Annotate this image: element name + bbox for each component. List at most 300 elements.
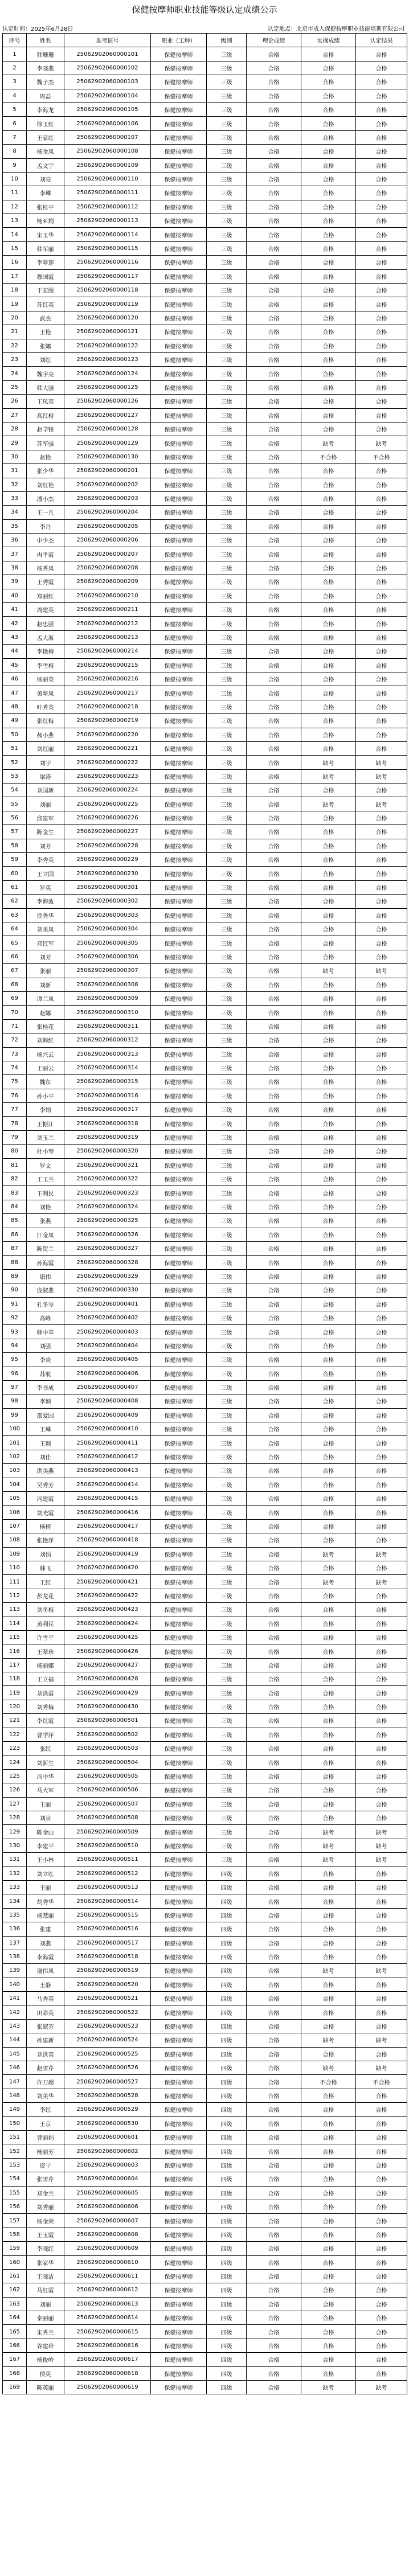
cell-practical: 合格 xyxy=(301,908,356,922)
cell-name: 申少杰 xyxy=(27,534,64,547)
cell-theory: 合格 xyxy=(247,1436,301,1450)
cell-index: 129 xyxy=(3,1825,27,1839)
cell-name: 冯建霞 xyxy=(27,1492,64,1506)
cell-name: 杨金荣 xyxy=(27,2214,64,2228)
meta-line xyxy=(2,24,407,33)
cell-level: 三级 xyxy=(207,519,247,533)
cell-practical: 合格 xyxy=(301,2005,356,2019)
cell-practical: 合格 xyxy=(301,1755,356,1769)
cell-name: 郝小燕 xyxy=(27,728,64,741)
cell-name: 刘红艳 xyxy=(27,478,64,491)
cell-result: 不合格 xyxy=(356,450,407,463)
cell-level: 四级 xyxy=(207,2033,247,2047)
cell-level: 三级 xyxy=(207,367,247,380)
cell-level: 三级 xyxy=(207,284,247,297)
cell-name: 彭龙花 xyxy=(27,1589,64,1602)
cell-level: 三级 xyxy=(207,130,247,144)
cell-practical: 合格 xyxy=(301,1686,356,1700)
cell-level: 三级 xyxy=(207,672,247,686)
cell-result: 合格 xyxy=(356,519,407,533)
cell-theory: 合格 xyxy=(247,2269,301,2283)
cell-index: 5 xyxy=(3,102,27,116)
cell-theory: 合格 xyxy=(247,2047,301,2061)
cell-practical: 缺考 xyxy=(301,2061,356,2075)
cell-occupation: 保健按摩师 xyxy=(151,1992,207,2005)
cell-occupation: 保健按摩师 xyxy=(151,2144,207,2158)
cell-occupation: 保健按摩师 xyxy=(151,2269,207,2283)
cell-occupation: 保健按摩师 xyxy=(151,839,207,852)
cell-occupation: 保健按摩师 xyxy=(151,811,207,825)
cell-index: 49 xyxy=(3,714,27,728)
cell-occupation: 保健按摩师 xyxy=(151,1061,207,1074)
cell-practical: 合格 xyxy=(301,575,356,589)
cell-level: 三级 xyxy=(207,1047,247,1061)
cell-result: 合格 xyxy=(356,1464,407,1478)
cell-result: 合格 xyxy=(356,1644,407,1658)
cell-index: 76 xyxy=(3,1089,27,1102)
cell-level: 四级 xyxy=(207,2381,247,2394)
cell-level: 四级 xyxy=(207,1908,247,1922)
cell-occupation: 保健按摩师 xyxy=(151,1145,207,1158)
cell-theory: 合格 xyxy=(247,1936,301,1950)
cell-theory: 合格 xyxy=(247,672,301,686)
cell-ticket: 25062902060000117 xyxy=(64,269,151,283)
cell-result: 合格 xyxy=(356,880,407,894)
cell-index: 158 xyxy=(3,2228,27,2241)
cell-result: 合格 xyxy=(356,895,407,908)
table-row xyxy=(3,672,407,686)
cell-index: 9 xyxy=(3,158,27,172)
cell-practical: 合格 xyxy=(301,1950,356,1963)
table-row xyxy=(3,603,407,617)
cell-level: 三级 xyxy=(207,1672,247,1686)
cell-name: 刘红丽 xyxy=(27,741,64,755)
cell-level: 四级 xyxy=(207,2242,247,2255)
cell-theory: 合格 xyxy=(247,1742,301,1755)
cell-index: 87 xyxy=(3,1241,27,1255)
cell-result: 合格 xyxy=(356,2242,407,2255)
cell-ticket: 25062902060000504 xyxy=(64,1755,151,1769)
cell-ticket: 25062902060000616 xyxy=(64,2339,151,2352)
cell-index: 103 xyxy=(3,1464,27,1478)
cell-practical: 合格 xyxy=(301,1033,356,1047)
cell-name: 侯英 xyxy=(27,2366,64,2380)
cell-occupation: 保健按摩师 xyxy=(151,1006,207,1019)
cell-level: 三级 xyxy=(207,1478,247,1491)
cell-name: 刘美凤 xyxy=(27,922,64,936)
table-row xyxy=(3,228,407,241)
cell-occupation: 保健按摩师 xyxy=(151,284,207,297)
cell-ticket: 25062902060000314 xyxy=(64,1061,151,1074)
cell-level: 四级 xyxy=(207,2144,247,2158)
cell-practical: 合格 xyxy=(301,1908,356,1922)
cell-ticket: 25062902060000402 xyxy=(64,1311,151,1324)
cell-practical: 合格 xyxy=(301,1408,356,1422)
cell-name: 王振江 xyxy=(27,1117,64,1130)
table-row xyxy=(3,2283,407,2297)
cell-occupation: 保健按摩师 xyxy=(151,797,207,811)
table-row xyxy=(3,1408,407,1422)
table-row xyxy=(3,1228,407,1241)
table-row xyxy=(3,1575,407,1589)
cell-level: 三级 xyxy=(207,1089,247,1102)
table-row xyxy=(3,408,407,422)
cell-practical: 合格 xyxy=(301,478,356,491)
cell-occupation: 保健按摩师 xyxy=(151,214,207,228)
cell-theory: 合格 xyxy=(247,1964,301,1978)
cell-index: 42 xyxy=(3,617,27,630)
table-row xyxy=(3,1547,407,1561)
cell-name: 徐玉红 xyxy=(27,117,64,130)
cell-theory: 合格 xyxy=(247,2381,301,2394)
cell-ticket: 25062902060000512 xyxy=(64,1867,151,1880)
cell-name: 冉平霞 xyxy=(27,547,64,561)
cell-ticket: 25062902060000413 xyxy=(64,1464,151,1478)
cell-name: 李晓燕 xyxy=(27,61,64,75)
cell-index: 139 xyxy=(3,1964,27,1978)
cell-level: 三级 xyxy=(207,506,247,519)
cell-practical: 合格 xyxy=(301,2172,356,2186)
cell-result: 合格 xyxy=(356,686,407,700)
cell-occupation: 保健按摩师 xyxy=(151,2075,207,2089)
cell-practical: 合格 xyxy=(301,75,356,89)
cell-theory: 合格 xyxy=(247,1408,301,1422)
cell-theory: 合格 xyxy=(247,1353,301,1367)
cell-level: 四级 xyxy=(207,2047,247,2061)
table-row xyxy=(3,339,407,352)
cell-ticket: 25062902060000105 xyxy=(64,102,151,116)
cell-index: 37 xyxy=(3,547,27,561)
cell-name: 李艳梅 xyxy=(27,645,64,658)
cell-name: 杜小琴 xyxy=(27,1145,64,1158)
cell-ticket: 25062902060000510 xyxy=(64,1839,151,1852)
cell-theory: 合格 xyxy=(247,436,301,450)
table-row xyxy=(3,2047,407,2061)
cell-result: 合格 xyxy=(356,1922,407,1936)
cell-ticket: 25062902060000527 xyxy=(64,2075,151,2089)
table-row xyxy=(3,186,407,200)
cell-theory: 合格 xyxy=(247,1630,301,1644)
cell-occupation: 保健按摩师 xyxy=(151,2047,207,2061)
cell-theory: 合格 xyxy=(247,1894,301,1908)
cell-level: 三级 xyxy=(207,1186,247,1200)
cell-result: 合格 xyxy=(356,617,407,630)
cell-theory: 合格 xyxy=(247,1214,301,1228)
cell-result: 合格 xyxy=(356,784,407,797)
cell-ticket: 25062902060000610 xyxy=(64,2255,151,2269)
cell-occupation: 保健按摩师 xyxy=(151,2200,207,2213)
cell-ticket: 25062902060000304 xyxy=(64,922,151,936)
cell-theory: 合格 xyxy=(247,75,301,89)
cell-practical: 缺考 xyxy=(301,1964,356,1978)
table-row xyxy=(3,2297,407,2311)
cell-ticket: 25062902060000308 xyxy=(64,978,151,991)
cell-ticket: 25062902060000205 xyxy=(64,519,151,533)
cell-ticket: 25062902060000202 xyxy=(64,478,151,491)
cell-occupation: 保健按摩师 xyxy=(151,395,207,408)
cell-level: 三级 xyxy=(207,991,247,1005)
cell-result: 合格 xyxy=(356,728,407,741)
cell-index: 47 xyxy=(3,686,27,700)
cell-theory: 合格 xyxy=(247,2186,301,2200)
table-row xyxy=(3,2061,407,2075)
cell-level: 三级 xyxy=(207,380,247,394)
cell-level: 三级 xyxy=(207,811,247,825)
cell-level: 三级 xyxy=(207,895,247,908)
cell-result: 合格 xyxy=(356,1908,407,1922)
cell-result: 合格 xyxy=(356,1033,407,1047)
cell-index: 85 xyxy=(3,1214,27,1228)
cell-ticket: 25062902060000420 xyxy=(64,1561,151,1574)
table-row xyxy=(3,2019,407,2033)
cell-practical: 合格 xyxy=(301,102,356,116)
cell-index: 111 xyxy=(3,1575,27,1589)
cell-occupation: 保健按摩师 xyxy=(151,491,207,505)
cell-occupation: 保健按摩师 xyxy=(151,2366,207,2380)
cell-result: 合格 xyxy=(356,1353,407,1367)
cell-ticket: 25062902060000418 xyxy=(64,1533,151,1547)
cell-result: 合格 xyxy=(356,811,407,825)
cell-index: 43 xyxy=(3,630,27,644)
cell-level: 四级 xyxy=(207,2172,247,2186)
cell-ticket: 25062902060000213 xyxy=(64,630,151,644)
cell-occupation: 保健按摩师 xyxy=(151,1158,207,1172)
cell-theory: 合格 xyxy=(247,769,301,783)
cell-occupation: 保健按摩师 xyxy=(151,1894,207,1908)
cell-practical: 合格 xyxy=(301,186,356,200)
cell-result: 合格 xyxy=(356,1950,407,1963)
cell-result: 合格 xyxy=(356,241,407,255)
table-row xyxy=(3,256,407,269)
cell-ticket: 25062902060000509 xyxy=(64,1825,151,1839)
cell-occupation: 保健按摩师 xyxy=(151,1519,207,1533)
cell-index: 117 xyxy=(3,1658,27,1672)
cell-ticket: 25062902060000602 xyxy=(64,2144,151,2158)
cell-theory: 合格 xyxy=(247,2130,301,2144)
cell-level: 三级 xyxy=(207,728,247,741)
cell-theory: 合格 xyxy=(247,2297,301,2311)
table-row xyxy=(3,617,407,630)
cell-theory: 合格 xyxy=(247,2089,301,2102)
cell-occupation: 保健按摩师 xyxy=(151,2061,207,2075)
cell-theory: 合格 xyxy=(247,1311,301,1324)
cell-index: 94 xyxy=(3,1339,27,1352)
cell-level: 四级 xyxy=(207,1867,247,1880)
cell-level: 三级 xyxy=(207,880,247,894)
cell-ticket: 25062902060000203 xyxy=(64,491,151,505)
cell-level: 三级 xyxy=(207,547,247,561)
cell-practical: 合格 xyxy=(301,1450,356,1463)
cell-theory: 合格 xyxy=(247,991,301,1005)
cell-index: 44 xyxy=(3,645,27,658)
cell-result: 缺考 xyxy=(356,1575,407,1589)
cell-result: 合格 xyxy=(356,1700,407,1713)
cell-name: 刘光霞 xyxy=(27,1506,64,1519)
cell-practical: 合格 xyxy=(301,1339,356,1352)
cell-theory: 合格 xyxy=(247,2061,301,2075)
exam-location: 认定地点：北京市成人保健按摩职业技能培训有限公司 xyxy=(268,26,404,32)
cell-occupation: 保健按摩师 xyxy=(151,1228,207,1241)
cell-practical: 合格 xyxy=(301,117,356,130)
cell-index: 54 xyxy=(3,784,27,797)
cell-occupation: 保健按摩师 xyxy=(151,450,207,463)
cell-result: 合格 xyxy=(356,1589,407,1602)
cell-occupation: 保健按摩师 xyxy=(151,950,207,963)
cell-name: 梁涛 xyxy=(27,769,64,783)
table-row xyxy=(3,1436,407,1450)
table-row xyxy=(3,61,407,75)
table-row xyxy=(3,1894,407,1908)
cell-index: 144 xyxy=(3,2033,27,2047)
cell-name: 刘娟 xyxy=(27,1547,64,1561)
cell-occupation: 保健按摩师 xyxy=(151,1200,207,1213)
cell-ticket: 25062902060000403 xyxy=(64,1325,151,1339)
cell-result: 合格 xyxy=(356,297,407,311)
cell-theory: 合格 xyxy=(247,1297,301,1311)
cell-index: 132 xyxy=(3,1867,27,1880)
cell-occupation: 保健按摩师 xyxy=(151,1589,207,1602)
cell-level: 三级 xyxy=(207,908,247,922)
cell-occupation: 保健按摩师 xyxy=(151,1130,207,1144)
cell-level: 三级 xyxy=(207,1033,247,1047)
cell-theory: 合格 xyxy=(247,214,301,228)
table-row xyxy=(3,2186,407,2200)
cell-name: 张红 xyxy=(27,1742,64,1755)
cell-occupation: 保健按摩师 xyxy=(151,1950,207,1963)
cell-ticket: 25062902060000508 xyxy=(64,1811,151,1825)
cell-ticket: 25062902060000417 xyxy=(64,1519,151,1533)
cell-practical: 合格 xyxy=(301,130,356,144)
cell-index: 124 xyxy=(3,1755,27,1769)
cell-result: 合格 xyxy=(356,145,407,158)
cell-level: 三级 xyxy=(207,1408,247,1422)
table-row xyxy=(3,1686,407,1700)
cell-ticket: 25062902060000424 xyxy=(64,1617,151,1630)
cell-practical: 合格 xyxy=(301,1797,356,1811)
cell-index: 89 xyxy=(3,1269,27,1283)
cell-ticket: 25062902060000120 xyxy=(64,311,151,325)
cell-practical: 合格 xyxy=(301,1241,356,1255)
cell-theory: 合格 xyxy=(247,908,301,922)
cell-name: 韩军丽 xyxy=(27,241,64,255)
cell-name: 胡秀华 xyxy=(27,1894,64,1908)
cell-name: 曹学萍 xyxy=(27,1728,64,1741)
cell-ticket: 25062902060000215 xyxy=(64,658,151,672)
cell-index: 145 xyxy=(3,2047,27,2061)
cell-occupation: 保健按摩师 xyxy=(151,130,207,144)
cell-index: 51 xyxy=(3,741,27,755)
cell-name: 赵雪芹 xyxy=(27,2061,64,2075)
cell-result: 合格 xyxy=(356,1603,407,1617)
cell-name: 刘宇 xyxy=(27,756,64,769)
cell-index: 102 xyxy=(3,1450,27,1463)
cell-level: 三级 xyxy=(207,922,247,936)
cell-name: 张丽 xyxy=(27,964,64,978)
page-title: 保健按摩师职业技能等级认定成绩公示 xyxy=(132,5,277,15)
cell-index: 141 xyxy=(3,1992,27,2005)
cell-ticket: 25062902060000204 xyxy=(64,506,151,519)
cell-index: 153 xyxy=(3,2158,27,2172)
cell-index: 36 xyxy=(3,534,27,547)
cell-name: 王京 xyxy=(27,2116,64,2130)
cell-name: 李晓红 xyxy=(27,2242,64,2255)
cell-occupation: 保健按摩师 xyxy=(151,1617,207,1630)
cell-theory: 合格 xyxy=(247,256,301,269)
cell-occupation: 保健按摩师 xyxy=(151,1047,207,1061)
cell-result: 合格 xyxy=(356,214,407,228)
cell-name: 李红霞 xyxy=(27,1714,64,1728)
cell-index: 69 xyxy=(3,991,27,1005)
cell-theory: 合格 xyxy=(247,1158,301,1172)
cell-level: 四级 xyxy=(207,2075,247,2089)
cell-practical: 合格 xyxy=(301,825,356,839)
table-row xyxy=(3,102,407,116)
cell-level: 四级 xyxy=(207,2311,247,2325)
cell-name: 王一凡 xyxy=(27,506,64,519)
cell-occupation: 保健按摩师 xyxy=(151,256,207,269)
cell-ticket: 25062902060000208 xyxy=(64,561,151,575)
cell-practical: 合格 xyxy=(301,936,356,950)
cell-practical: 合格 xyxy=(301,284,356,297)
cell-ticket: 25062902060000525 xyxy=(64,2047,151,2061)
cell-index: 58 xyxy=(3,839,27,852)
cell-result: 合格 xyxy=(356,2019,407,2033)
cell-practical: 缺考 xyxy=(301,769,356,783)
cell-occupation: 保健按摩师 xyxy=(151,1783,207,1797)
cell-occupation: 保健按摩师 xyxy=(151,1464,207,1478)
cell-level: 三级 xyxy=(207,408,247,422)
table-row xyxy=(3,534,407,547)
cell-result: 合格 xyxy=(356,1019,407,1033)
cell-index: 128 xyxy=(3,1811,27,1825)
cell-ticket: 25062902060000230 xyxy=(64,867,151,880)
cell-result: 合格 xyxy=(356,658,407,672)
cell-result: 合格 xyxy=(356,1130,407,1144)
cell-theory: 合格 xyxy=(247,1519,301,1533)
cell-result: 合格 xyxy=(356,1325,407,1339)
cell-occupation: 保健按摩师 xyxy=(151,1742,207,1755)
cell-occupation: 保健按摩师 xyxy=(151,2297,207,2311)
cell-name: 杨兴云 xyxy=(27,1047,64,1061)
cell-level: 四级 xyxy=(207,2130,247,2144)
cell-result: 合格 xyxy=(356,1617,407,1630)
cell-result: 不合格 xyxy=(356,2075,407,2089)
cell-index: 48 xyxy=(3,700,27,713)
cell-practical: 合格 xyxy=(301,1130,356,1144)
table-row xyxy=(3,1672,407,1686)
cell-result: 合格 xyxy=(356,367,407,380)
cell-level: 三级 xyxy=(207,741,247,755)
cell-index: 31 xyxy=(3,464,27,478)
cell-theory: 合格 xyxy=(247,922,301,936)
cell-theory: 合格 xyxy=(247,1867,301,1880)
cell-theory: 合格 xyxy=(247,145,301,158)
cell-index: 68 xyxy=(3,978,27,991)
cell-practical: 合格 xyxy=(301,1519,356,1533)
cell-level: 三级 xyxy=(207,1353,247,1367)
cell-result: 合格 xyxy=(356,1978,407,1991)
cell-ticket: 25062902060000221 xyxy=(64,741,151,755)
cell-ticket: 25062902060000217 xyxy=(64,686,151,700)
cell-name: 邵爱国 xyxy=(27,1408,64,1422)
cell-result: 合格 xyxy=(356,1630,407,1644)
cell-index: 131 xyxy=(3,1853,27,1867)
cell-level: 三级 xyxy=(207,1658,247,1672)
cell-ticket: 25062902060000103 xyxy=(64,75,151,89)
cell-ticket: 25062902060000102 xyxy=(64,61,151,75)
cell-practical: 合格 xyxy=(301,1145,356,1158)
cell-occupation: 保健按摩师 xyxy=(151,228,207,241)
